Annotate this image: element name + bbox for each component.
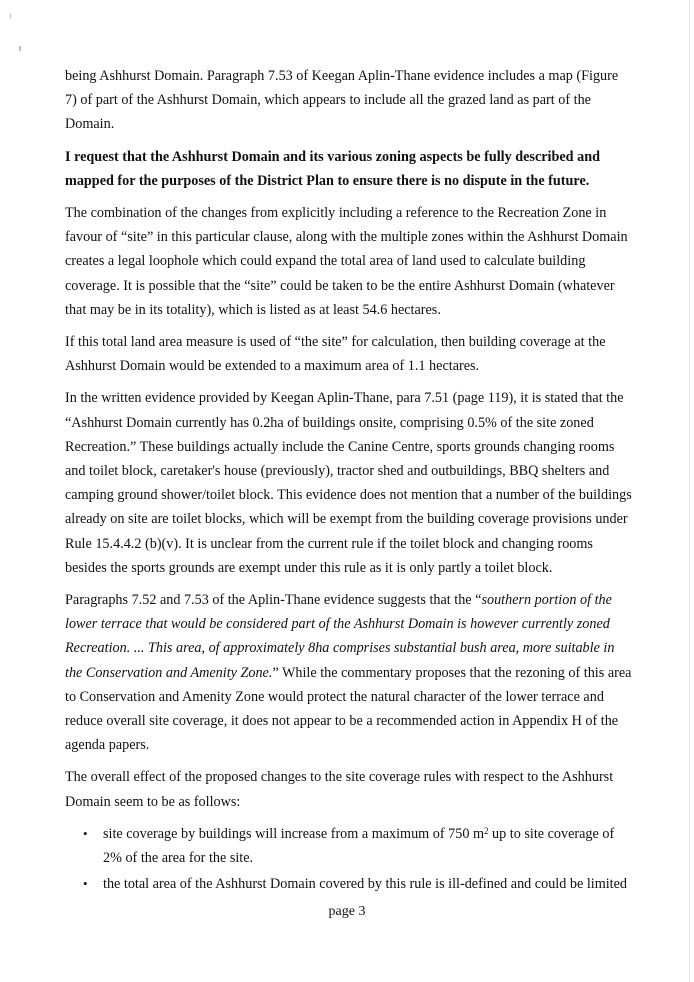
quoted-evidence: southern portion of the lower terrace that would be considered part of the Ashhurst Domain is however currently zoned Recreation. ... This area, of approximately 8ha comprises substantial bush area, more suitable in the Conservation and Amenity Zone.	[65, 592, 615, 681]
paragraph: The combination of the changes from explicitly including a reference to the Recreation Zone in favour of “site” in this particular clause, along with the multiple zones within the Ashhurst Domain creates a legal loophole which could expand the total area of land used to calculate building coverage. It is possible that the “site” could be taken to be the entire Ashhurst Domain (whatever that may be in its totality), which is listed as at least 54.6 hectares.	[65, 205, 628, 318]
page-number: page 3	[328, 904, 366, 919]
bullet-text: the total area of the Ashhurst Domain covered by this rule is ill-defined and could be limited	[103, 876, 628, 893]
paragraph: being Ashhurst Domain. Paragraph 7.53 of Keegan Aplin-Thane evidence includes a map (Figure 7) of part of the Ashhurst Domain, which appears to include all the grazed land as part of the Domain.	[65, 68, 619, 133]
bullet-icon: •	[83, 825, 88, 841]
scan-edge	[689, 0, 690, 982]
effects-list	[65, 822, 632, 897]
bullet-text: up to site coverage of 2% of the area for the site.	[103, 825, 615, 867]
bullet-text: site coverage by buildings will increase from a maximum of 750 m	[103, 825, 484, 842]
paragraph: The overall effect of the proposed changes to the site coverage rules with respect to the Ashhurst Domain seem to be as follows:	[65, 769, 614, 810]
request-statement: I request that the Ashhurst Domain and its various zoning aspects be fully described and mapped for the purposes of the District Plan to ensure there is no dispute in the future.	[65, 148, 600, 189]
quote-intro: Paragraphs 7.52 and 7.53 of the Aplin-Thane evidence suggests that the “	[65, 592, 482, 609]
scan-speck	[19, 46, 21, 51]
body-text	[65, 64, 632, 899]
paragraph-with-quote	[65, 588, 632, 757]
list-item	[65, 822, 632, 870]
superscript: 2	[484, 825, 489, 836]
quote-rest: ” While the commentary proposes that the rezoning of this area to Conservation and Amenity Zone would protect the natural character of the lower terrace and reduce overall site coverage, it does not appear to be a recommended action in Appendix H of the agenda papers.	[65, 664, 632, 754]
bullet-icon: •	[83, 876, 88, 892]
list-item	[65, 872, 632, 896]
paragraph: If this total land area measure is used of “the site” for calculation, then building coverage at the Ashhurst Domain would be extended to a maximum area of 1.1 hectares.	[65, 334, 606, 375]
paragraph: In the written evidence provided by Keegan Aplin-Thane, para 7.51 (page 119), it is stated that the “Ashhurst Domain currently has 0.2ha of buildings onsite, comprising 0.5% of the site zoned Recreation.” These buildings actually include the Canine Centre, sports grounds changing rooms and toilet block, caretaker's house (previously), tractor shed and outbuildings, BBQ shelters and camping ground shower/toilet block. This evidence does not mention that a number of the buildings already on site are toilet blocks, which will be exempt from the building coverage provisions under Rule 15.4.4.2 (b)(v). It is unclear from the current rule if the toilet block and changing rooms besides the sports grounds are exempt under this rule as it is only partly a toilet block.	[65, 390, 632, 576]
scan-speck	[10, 14, 11, 19]
